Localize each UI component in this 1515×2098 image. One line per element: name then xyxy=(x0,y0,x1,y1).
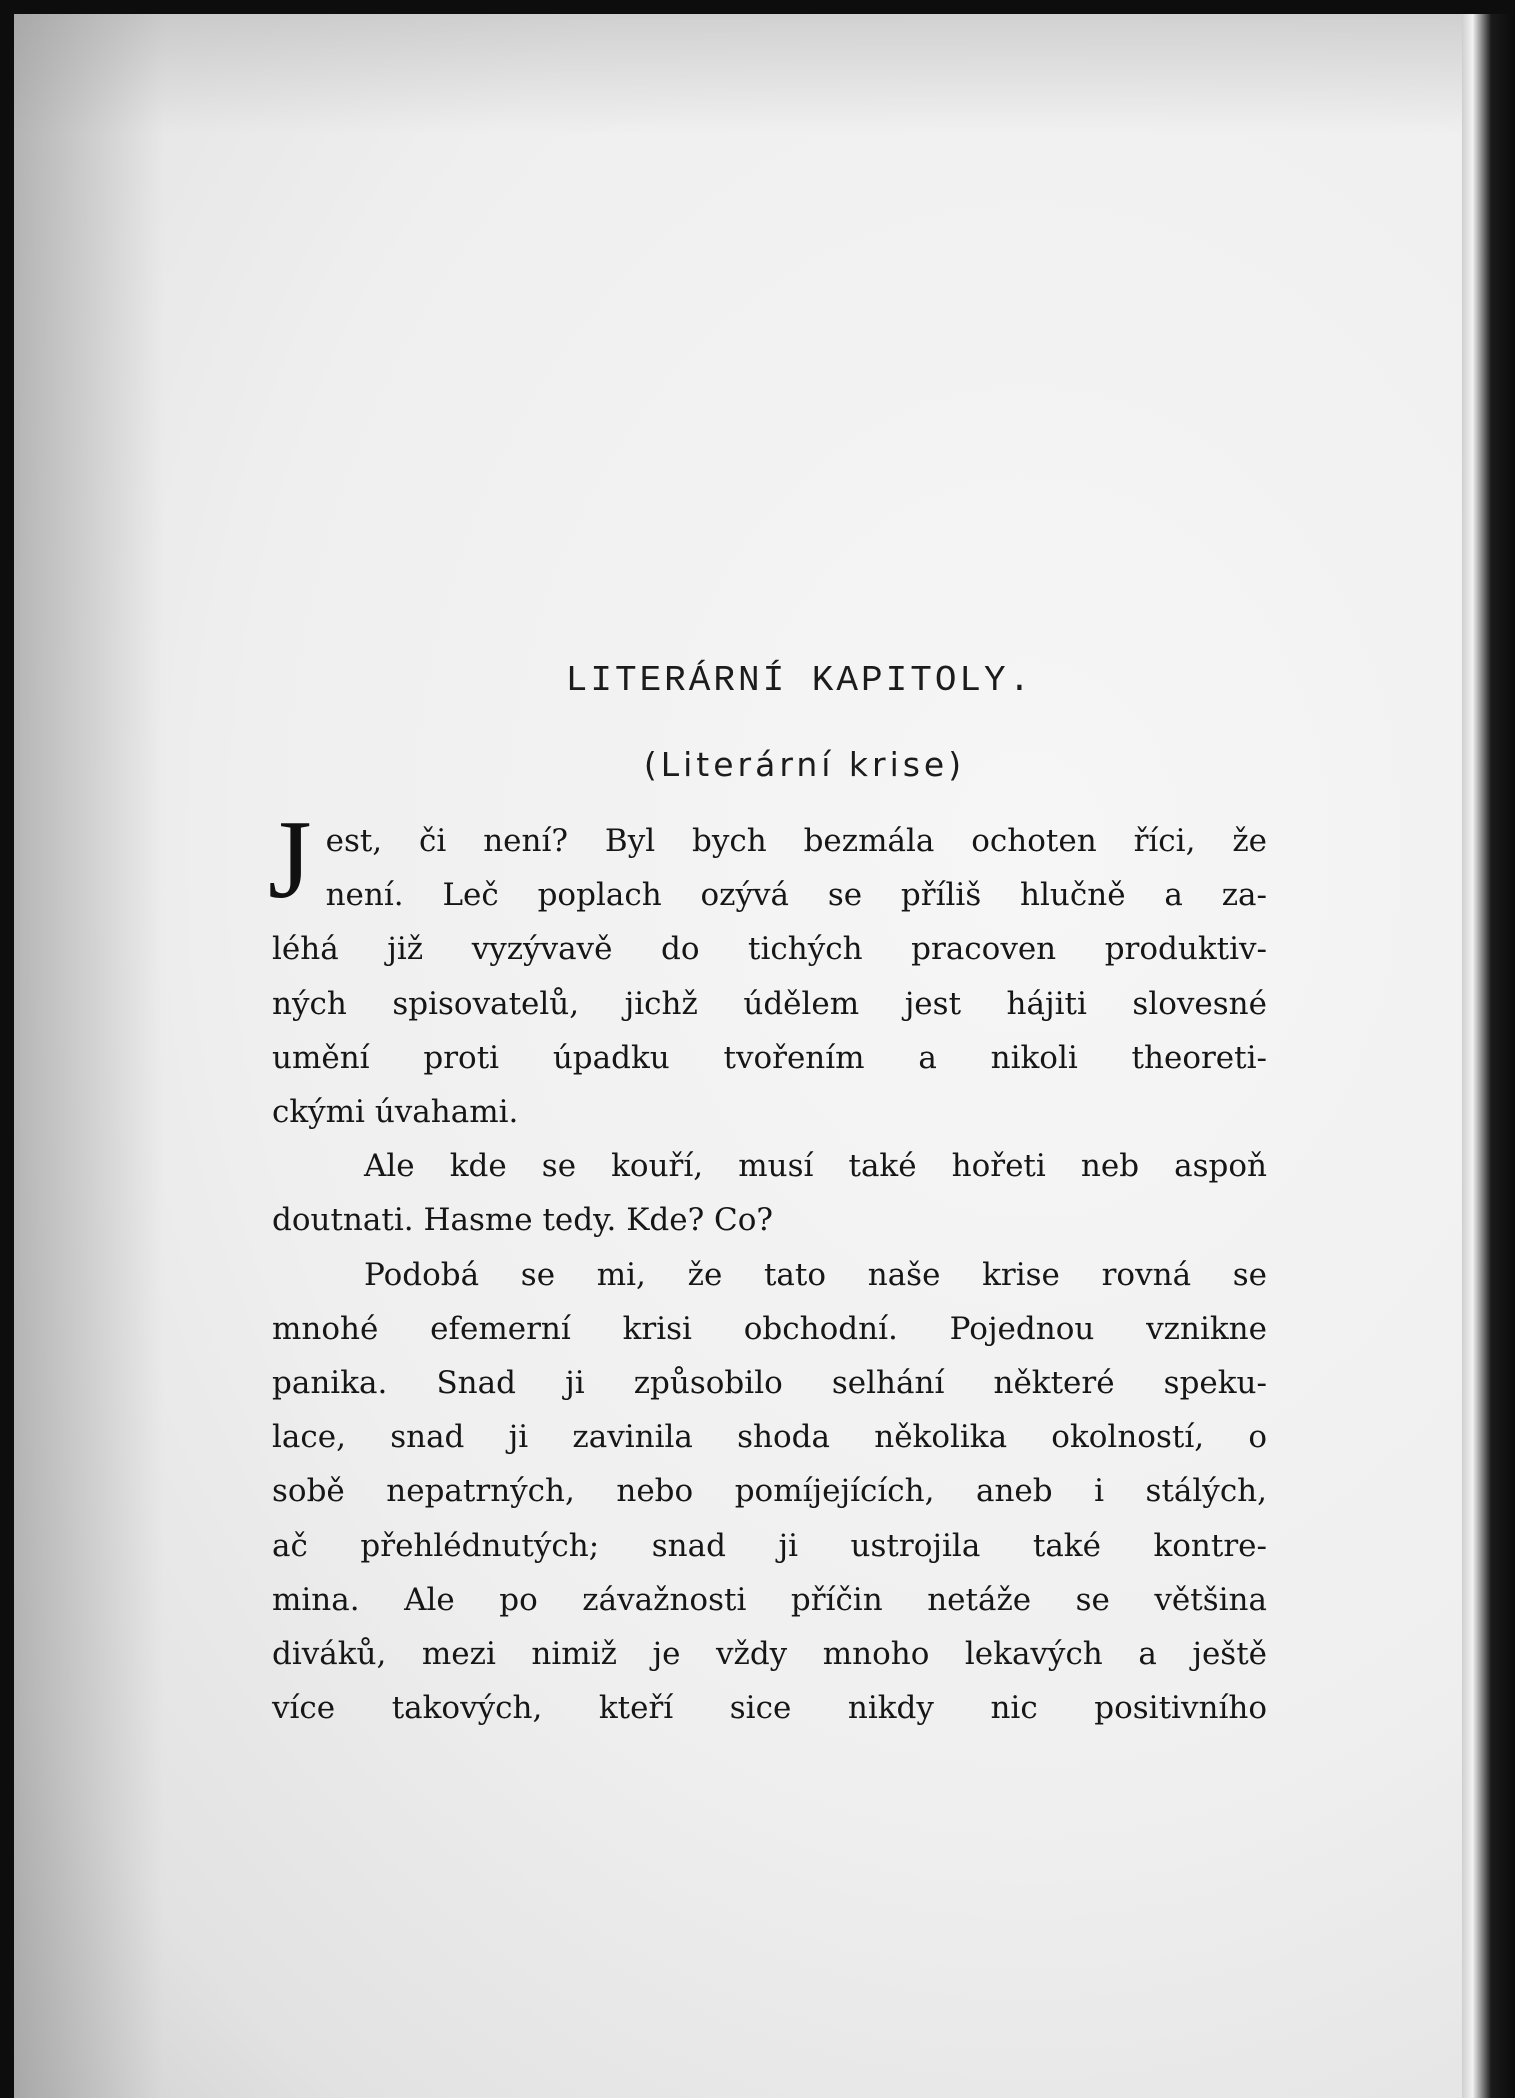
chapter-subheading: (Literární krise) xyxy=(643,745,966,784)
chapter-heading: LITERÁRNÍ KAPITOLY. xyxy=(565,660,1034,701)
text-line: Ale kde se kouří, musí také hořeti neb aspoň xyxy=(364,1148,1267,1185)
paragraph-2 xyxy=(272,1139,1267,1247)
text-line: est, či není? Byl bych bezmála ochoten říci, že xyxy=(325,823,1267,859)
text-block xyxy=(268,660,1267,1735)
text-line: mina. Ale po závažnosti příčin netáže se většina xyxy=(272,1581,1267,1618)
book-spine-edge xyxy=(1462,14,1515,2098)
page-top-shadow xyxy=(14,14,1462,134)
text-line: umění proti úpadku tvořením a nikoli theoreti- xyxy=(272,1039,1267,1076)
paragraph-3 xyxy=(272,1248,1267,1736)
paragraph-1 xyxy=(268,798,1267,1139)
text-line: není. Leč poplach ozývá se příliš hlučně a za- xyxy=(325,877,1267,914)
text-line: diváků, mezi nimiž je vždy mnoho lekavých a ještě xyxy=(272,1636,1267,1673)
text-line: Podobá se mi, že tato naše krise rovná se xyxy=(364,1256,1267,1293)
text-line: mnohé efemerní krisi obchodní. Pojednou vznikne xyxy=(272,1310,1267,1347)
text-line: lace, snad ji zavinila shoda několika okolností, o xyxy=(272,1419,1267,1456)
text-line: více takových, kteří sice nikdy nic positivního xyxy=(272,1690,1267,1727)
text-line: léhá již vyzývavě do tichých pracoven produktiv- xyxy=(272,931,1267,968)
drop-cap: J xyxy=(268,798,312,922)
text-line: ckými úvahami. xyxy=(272,1094,519,1131)
text-line: doutnati. Hasme tedy. Kde? Co? xyxy=(272,1202,774,1239)
text-line: sobě nepatrných, nebo pomíjejících, aneb i stálých, xyxy=(272,1473,1267,1510)
page-left-shadow xyxy=(14,14,164,2098)
text-line: ných spisovatelů, jichž údělem jest hájiti slovesné xyxy=(272,985,1267,1022)
text-line: ač přehlédnutých; snad ji ustrojila také kontre- xyxy=(272,1527,1267,1564)
text-line: panika. Snad ji způsobilo selhání některé speku- xyxy=(272,1365,1267,1402)
